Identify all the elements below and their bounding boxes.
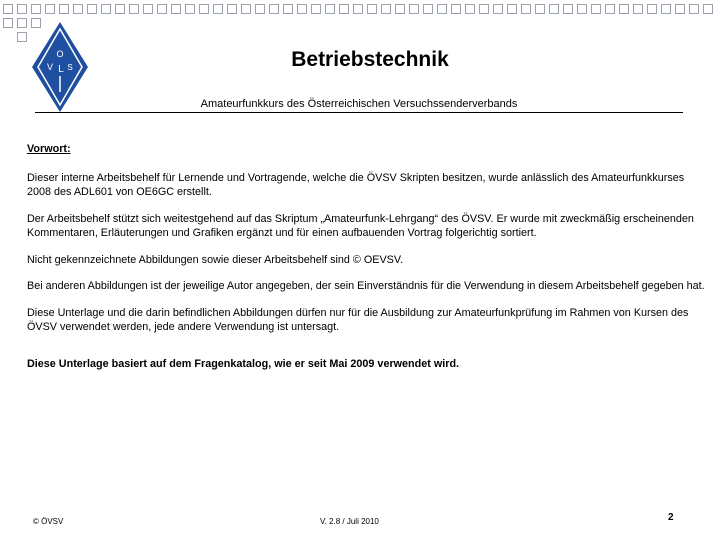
decorative-square bbox=[633, 4, 643, 14]
decorative-square bbox=[129, 4, 139, 14]
page-subtitle: Amateurfunkkurs des Österreichischen Versuchssenderverbands bbox=[35, 98, 683, 113]
decorative-square bbox=[325, 4, 335, 14]
decorative-square bbox=[101, 4, 111, 14]
svg-text:V: V bbox=[46, 62, 54, 72]
decorative-square bbox=[269, 4, 279, 14]
decorative-square bbox=[605, 4, 615, 14]
decorative-square bbox=[563, 4, 573, 14]
paragraph: Bei anderen Abbildungen ist der jeweilige Autor angegeben, der sein Einverständnis für die Verwendung in diesem Arbeitsbehelf gegeben hat. bbox=[27, 280, 705, 292]
page-title: Betriebstechnik bbox=[291, 48, 449, 71]
decorative-square bbox=[297, 4, 307, 14]
decorative-square bbox=[381, 4, 391, 14]
decorative-square bbox=[157, 4, 167, 14]
decorative-square bbox=[283, 4, 293, 14]
decorative-square bbox=[619, 4, 629, 14]
decorative-square bbox=[367, 4, 377, 14]
decorative-square bbox=[45, 4, 55, 14]
decorative-square bbox=[213, 4, 223, 14]
footer-copyright: © ÖVSV bbox=[33, 517, 64, 526]
decorative-square bbox=[143, 4, 153, 14]
decorative-square bbox=[311, 4, 321, 14]
decorative-square bbox=[339, 4, 349, 14]
decorative-square bbox=[689, 4, 699, 14]
decorative-square bbox=[59, 4, 69, 14]
paragraph: Der Arbeitsbehelf stützt sich weitestgehend auf das Skriptum „Amateurfunk-Lehrgang“ des ÖVSV. Er wurde mit zweckmäßig erscheinenden Kommentaren, Erläuterungen und Grafiken ergänzt und für einen aufbauenden Vortrag folgerichtig sortiert. bbox=[27, 212, 694, 239]
paragraph: Dieser interne Arbeitsbehelf für Lernende und Vortragende, welche die ÖVSV Skripten besitzen, wurde anlässlich des Amateurfunkkurses 2008 des ADL601 von OE6GC erstellt. bbox=[27, 171, 685, 198]
decorative-square bbox=[465, 4, 475, 14]
decorative-square bbox=[73, 4, 83, 14]
decorative-square bbox=[171, 4, 181, 14]
decorative-square bbox=[3, 18, 13, 28]
paragraph: Diese Unterlage und die darin befindlichen Abbildungen dürfen nur für die Ausbildung zur Amateurfunkprüfung im Rahmen von Kursen des ÖVSV verwendet werden, jede andere Verwendung ist untersagt. bbox=[27, 306, 689, 333]
decorative-square bbox=[507, 4, 517, 14]
decorative-square bbox=[17, 32, 27, 42]
svg-text:S: S bbox=[67, 63, 73, 72]
decorative-square bbox=[423, 4, 433, 14]
paragraph: Nicht gekennzeichnete Abbildungen sowie dieser Arbeitsbehelf sind © OEVSV. bbox=[27, 253, 404, 266]
decorative-square bbox=[437, 4, 447, 14]
decorative-square bbox=[549, 4, 559, 14]
footer-version: V. 2.8 / Juli 2010 bbox=[320, 517, 379, 526]
decorative-square bbox=[87, 4, 97, 14]
decorative-square bbox=[479, 4, 489, 14]
bold-note: Diese Unterlage basiert auf dem Fragenkatalog, wie er seit Mai 2009 verwendet wird. bbox=[27, 357, 460, 370]
logo-letter-o: O bbox=[56, 49, 64, 59]
decorative-square bbox=[353, 4, 363, 14]
decorative-square bbox=[199, 4, 209, 14]
decorative-square bbox=[591, 4, 601, 14]
decorative-square bbox=[647, 4, 657, 14]
decorative-square bbox=[17, 4, 27, 14]
decorative-square bbox=[255, 4, 265, 14]
decorative-square bbox=[675, 4, 685, 14]
decorative-square bbox=[227, 4, 237, 14]
decorative-square bbox=[115, 4, 125, 14]
decorative-square bbox=[703, 4, 713, 14]
decorative-squares bbox=[0, 0, 720, 40]
section-heading: Vorwort: bbox=[27, 143, 71, 155]
decorative-square bbox=[535, 4, 545, 14]
decorative-square bbox=[3, 4, 13, 14]
page-number: 2 bbox=[668, 512, 674, 523]
decorative-square bbox=[395, 4, 405, 14]
decorative-square bbox=[31, 4, 41, 14]
decorative-square bbox=[521, 4, 531, 14]
decorative-square bbox=[185, 4, 195, 14]
decorative-square bbox=[409, 4, 419, 14]
decorative-square bbox=[451, 4, 461, 14]
decorative-square bbox=[17, 18, 27, 28]
document-body bbox=[27, 142, 707, 383]
decorative-square bbox=[661, 4, 671, 14]
decorative-square bbox=[493, 4, 503, 14]
svg-text:L: L bbox=[58, 64, 64, 75]
decorative-square bbox=[577, 4, 587, 14]
decorative-square bbox=[241, 4, 251, 14]
